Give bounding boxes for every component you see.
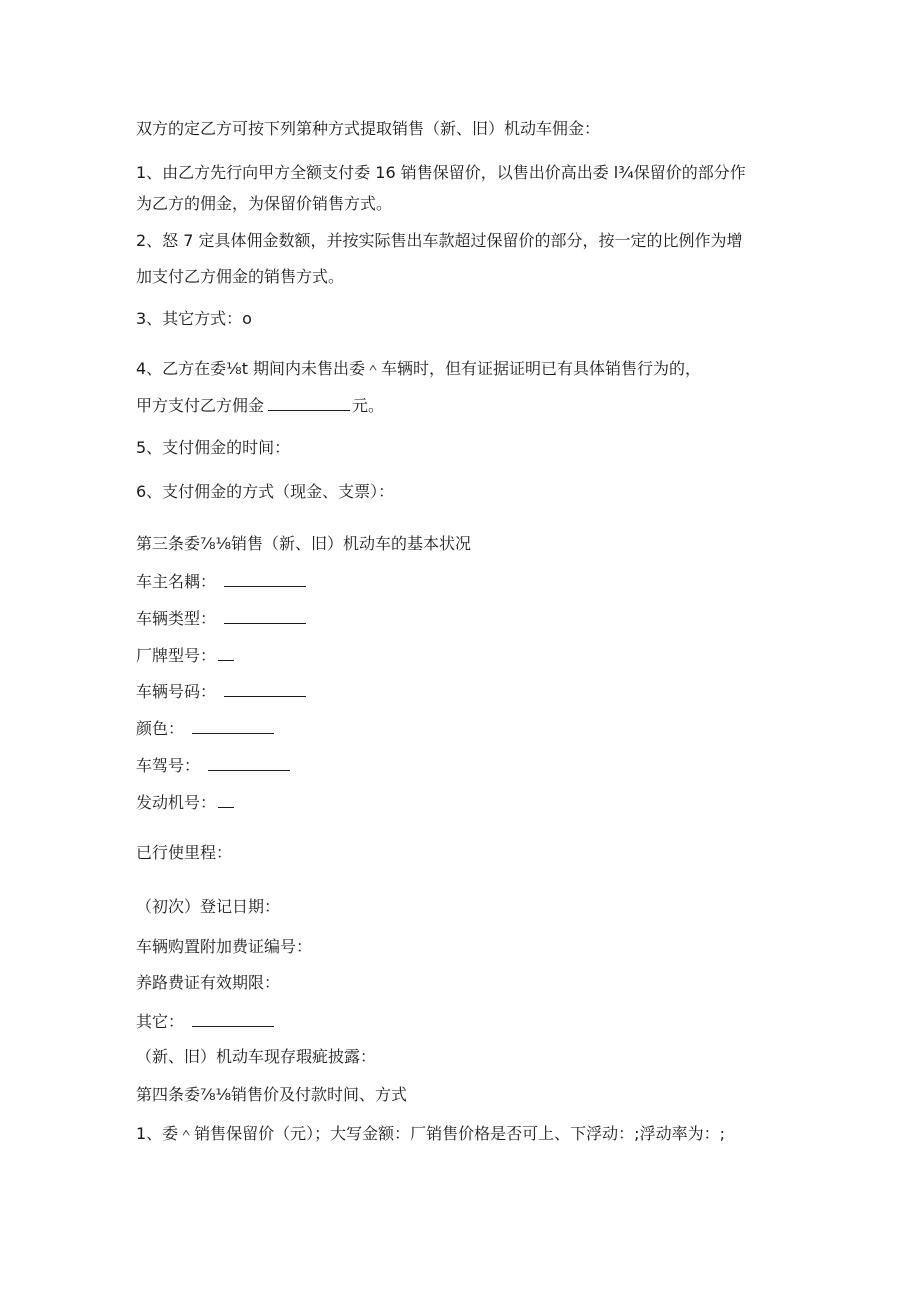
road-fee-validity-field: 养路费证有效期限：	[136, 973, 281, 992]
other-blank	[192, 1012, 274, 1027]
vehicle-type-blank	[224, 609, 306, 624]
owner-name-field	[136, 572, 306, 592]
clause-4-line-1: 4、乙方在委⅛t 期间内未售出委＾车辆时，但有证据证明已有具体销售行为的，	[136, 359, 702, 378]
vehicle-type-label: 车辆类型：	[136, 609, 217, 628]
method-1-line-1: 1、由乙方先行向甲方全额支付委 16 销售保留价，以售出价高出委 l¾保留价的部分作	[136, 163, 746, 182]
vehicle-type-field	[136, 609, 306, 629]
payment-time: 5、支付佣金的时间：	[136, 438, 291, 457]
method-2-line-2: 加支付乙方佣金的销售方式。	[136, 267, 345, 286]
other-field	[136, 1012, 274, 1032]
commission-intro: 双方的定乙方可按下列第种方式提取销售（新、旧）机动车佣金：	[136, 119, 601, 138]
article-3-heading: 第三条委⅞⅛销售（新、旧）机动车的基本状况	[136, 534, 472, 553]
color-label: 颜色：	[136, 719, 185, 738]
engine-number-dash	[218, 798, 234, 808]
plate-number-field	[136, 682, 306, 702]
method-1-line-2: 为乙方的佣金，为保留价销售方式。	[136, 194, 393, 213]
brand-model-label: 厂牌型号：	[136, 646, 217, 665]
owner-name-label: 车主名耦：	[136, 572, 217, 591]
engine-number-label: 发动机号：	[136, 793, 217, 812]
registration-date-field: （初次）登记日期：	[136, 897, 281, 916]
frame-number-blank	[208, 756, 290, 771]
method-3: 3、其它方式：o	[136, 309, 252, 328]
plate-number-label: 车辆号码：	[136, 682, 217, 701]
brand-model-dash	[218, 651, 234, 661]
frame-number-label: 车驾号：	[136, 756, 201, 775]
defect-disclosure: （新、旧）机动车现存瑕疵披露：	[136, 1047, 377, 1066]
clause-4-unit: 元。	[352, 396, 385, 415]
payment-method: 6、支付佣金的方式（现金、支票）：	[136, 482, 395, 501]
plate-number-blank	[224, 682, 306, 697]
color-field	[136, 719, 274, 739]
engine-number-field	[136, 793, 234, 813]
purchase-tax-cert-field: 车辆购置附加费证编号：	[136, 937, 313, 956]
method-2-line-1: 2、怒 7 定具体佣金数额，并按实际售出车款超过保留价的部分，按一定的比例作为增	[136, 231, 743, 250]
other-label: 其它：	[136, 1012, 185, 1031]
mileage-field: 已行使里程：	[136, 843, 233, 862]
frame-number-field	[136, 756, 290, 776]
clause-4-line-2	[136, 396, 384, 416]
article-4-heading: 第四条委⅞⅛销售价及付款时间、方式	[136, 1085, 408, 1104]
commission-amount-blank	[268, 396, 350, 411]
clause-4-text: 甲方支付乙方佣金	[136, 396, 265, 415]
brand-model-field	[136, 646, 234, 666]
owner-name-blank	[224, 572, 306, 587]
reserve-price-clause: 1、委＾销售保留价（元）；大写金额：厂销售价格是否可上、下浮动：;浮动率为：;	[136, 1124, 725, 1143]
color-blank	[192, 719, 274, 734]
